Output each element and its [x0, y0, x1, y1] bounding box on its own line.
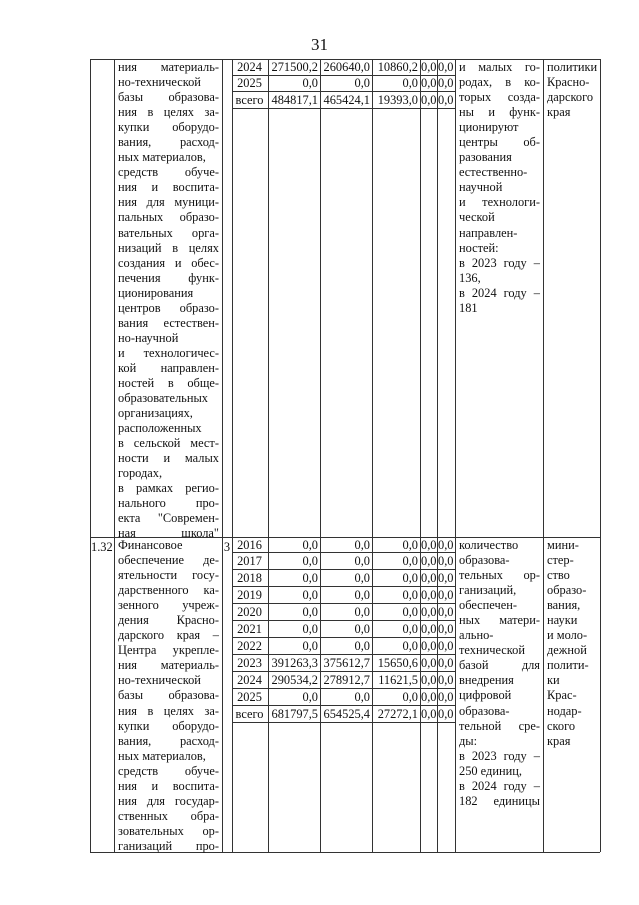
activity-number: 1.32	[91, 540, 113, 554]
amount-regional-cell: 0,0	[354, 570, 370, 585]
activity-executor-line: стер-	[547, 553, 574, 568]
activity-result-line: образова-	[459, 703, 510, 718]
table-rule	[90, 59, 91, 852]
activity-description-line: но-технической	[118, 673, 201, 688]
activity-description-line: ния материаль-	[118, 658, 219, 673]
amount-regional-cell: 0,0	[354, 638, 370, 653]
year-cell: 2016	[237, 537, 262, 552]
year-cell: 2023	[237, 655, 262, 670]
amount-other-cell: 0,0	[438, 604, 454, 619]
activity-executor-line: дежной	[547, 643, 587, 658]
amount-other-cell: 0,0	[438, 570, 454, 585]
activity-description-line: дарственного ка-	[118, 583, 219, 598]
amount-federal-cell: 0,0	[421, 672, 437, 687]
amount-federal-cell: 0,0	[421, 655, 437, 670]
activity-executor-line: образо-	[547, 583, 587, 598]
activity-result-line: обеспечен-	[459, 598, 517, 613]
amount-other-cell: 0,0	[438, 655, 454, 670]
activity-executor-line: края	[547, 733, 571, 748]
activity-stage: 3	[223, 540, 231, 554]
amount-regional-cell: 278912,7	[323, 672, 370, 687]
activity-result	[459, 538, 540, 809]
amount-total-cell: 0,0	[302, 76, 318, 90]
activity-description-line: ния для государ-	[118, 793, 219, 808]
activity-result-line: ды:	[459, 733, 478, 748]
amount-total-cell: 391263,3	[271, 655, 318, 670]
amount-total-cell: 271500,2	[271, 60, 318, 74]
activity-description-line: в сельской мест-	[118, 436, 219, 451]
activity-description-line: организациях,	[118, 406, 193, 421]
amount-federal-cell: 0,0	[421, 621, 437, 636]
activity-description-line: вания, расход-	[118, 135, 219, 150]
activity-description-line: нального про-	[118, 496, 219, 511]
activity-result	[459, 60, 540, 316]
activity-result-line: разования	[459, 150, 512, 165]
activity-description-line: зенного учреж-	[118, 598, 219, 613]
activity-description-line: вания, расход-	[118, 733, 219, 748]
year-cell: 2025	[237, 689, 262, 704]
activity-description-line: городах,	[118, 466, 163, 481]
amount-federal-cell: 0,0	[421, 553, 437, 568]
amount-other-cell: 0,0	[438, 92, 454, 107]
activity-result-line: цифровой	[459, 688, 512, 703]
activity-description-line: центров образо-	[118, 300, 219, 315]
amount-total-cell: 0,0	[302, 553, 318, 568]
activity-description-line: расположенных	[118, 421, 202, 436]
activity-description-line: базы образова-	[118, 688, 219, 703]
activity-result-line: и технологи-	[459, 195, 540, 210]
activity-result-line: ческой	[459, 210, 495, 225]
amount-total-cell: 484817,1	[271, 92, 318, 107]
activity-result-line: в 2023 году –	[459, 748, 540, 763]
activity-description-line: ных материалов,	[118, 150, 206, 165]
activity-description-line: ственных обра-	[118, 808, 219, 823]
activity-executor	[547, 60, 597, 120]
activity-description-line: низаций в целях	[118, 240, 219, 255]
amount-total-cell: 0,0	[302, 587, 318, 602]
year-cell: 2020	[237, 604, 262, 619]
activity-executor-line: ство	[547, 568, 570, 583]
year-cell: 2017	[237, 553, 262, 568]
table-rule	[437, 59, 438, 852]
amount-local-cell: 0,0	[402, 76, 418, 90]
amount-local-cell: 0,0	[402, 553, 418, 568]
table-rule	[114, 59, 115, 852]
activity-description-line: пальных образо-	[118, 210, 219, 225]
amount-regional-cell: 0,0	[354, 76, 370, 90]
table-rule	[320, 59, 321, 852]
amount-regional-cell: 465424,1	[323, 92, 370, 107]
amount-total-cell: 0,0	[302, 621, 318, 636]
activity-executor-line: полити-	[547, 658, 589, 673]
activity-result-line: научной	[459, 180, 503, 195]
activity-description-line: зовательных ор-	[118, 823, 219, 838]
amount-regional-cell: 0,0	[354, 587, 370, 602]
table-rule	[222, 59, 223, 852]
activity-executor-line: края	[547, 105, 571, 120]
activity-executor-line: и моло-	[547, 628, 588, 643]
activity-result-line: внедрения	[459, 673, 514, 688]
activity-description-line: и технологичес-	[118, 345, 219, 360]
amount-total-cell: 0,0	[302, 570, 318, 585]
activity-description-line: Финансовое	[118, 538, 183, 552]
activity-result-line: технической	[459, 643, 525, 658]
amount-total-cell: 681797,5	[271, 706, 318, 721]
activity-result-line: 136,	[459, 270, 481, 285]
activity-description-line: обеспечение де-	[118, 553, 219, 568]
activity-description-line: ционирования	[118, 285, 194, 300]
activity-description-line: купки оборудо-	[118, 120, 219, 135]
amount-local-cell: 27272,1	[377, 706, 418, 721]
amount-local-cell: 11621,5	[378, 672, 418, 687]
page-number: 31	[311, 35, 328, 54]
activity-result-line: образова-	[459, 553, 510, 568]
activity-description-line: ности и малых	[118, 451, 219, 466]
table-rule	[232, 722, 455, 723]
amount-regional-cell: 260640,0	[323, 60, 370, 74]
activity-description-line: ганизаций про-	[118, 838, 219, 853]
amount-other-cell: 0,0	[438, 672, 454, 687]
activity-description-line: ностей в обще-	[118, 375, 219, 390]
activity-executor-line: ки	[547, 673, 560, 688]
amount-regional-cell: 375612,7	[323, 655, 370, 670]
amount-regional-cell: 0,0	[354, 604, 370, 619]
activity-executor-line: Красно-	[547, 75, 590, 90]
activity-description-line: Центра укрепле-	[118, 643, 219, 658]
activity-executor-line: нодар-	[547, 703, 582, 718]
amount-local-cell: 0,0	[402, 587, 418, 602]
activity-description-line: ятельности госу-	[118, 568, 219, 583]
activity-description-line: ния для муници-	[118, 195, 219, 210]
year-cell: 2024	[237, 672, 262, 687]
activity-description-line: ных материалов,	[118, 748, 206, 763]
activity-executor-line: мини-	[547, 538, 579, 552]
activity-executor-line: вания,	[547, 598, 581, 613]
amount-local-cell: 10860,2	[377, 60, 418, 74]
amount-regional-cell: 654525,4	[323, 706, 370, 721]
year-cell: 2022	[237, 638, 262, 653]
amount-total-cell: 0,0	[302, 638, 318, 653]
amount-total-cell: 290534,2	[271, 672, 318, 687]
activity-result-line: ально-	[459, 628, 494, 643]
activity-result-line: ганизаций,	[459, 583, 517, 598]
activity-result-line: 181	[459, 300, 478, 315]
amount-total-cell: 0,0	[302, 604, 318, 619]
amount-federal-cell: 0,0	[421, 604, 437, 619]
activity-result-line: и малых го-	[459, 60, 540, 74]
activity-result-line: ны и функ-	[459, 105, 540, 120]
amount-federal-cell: 0,0	[421, 706, 437, 721]
activity-executor	[547, 538, 597, 749]
activity-description-line: ния и воспита-	[118, 778, 219, 793]
amount-other-cell: 0,0	[438, 537, 454, 552]
activity-executor-line: дарского	[547, 90, 594, 105]
year-cell: 2021	[237, 621, 262, 636]
activity-description-line: но-технической	[118, 75, 201, 90]
activity-description-line: ния материаль-	[118, 60, 219, 74]
activity-result-line: тельных ор-	[459, 568, 540, 583]
table-rule	[232, 59, 233, 852]
amount-other-cell: 0,0	[438, 60, 454, 74]
activity-result-line: 182 единицы	[459, 793, 540, 808]
activity-result-line: торых созда-	[459, 90, 540, 105]
year-cell: 2019	[237, 587, 262, 602]
amount-other-cell: 0,0	[438, 587, 454, 602]
amount-federal-cell: 0,0	[421, 638, 437, 653]
table-rule	[600, 59, 601, 852]
amount-other-cell: 0,0	[438, 689, 454, 704]
activity-description-line: купки оборудо-	[118, 718, 219, 733]
year-cell: 2018	[237, 570, 262, 585]
activity-result-line: ных матери-	[459, 613, 540, 628]
activity-description-line: средств обуче-	[118, 763, 219, 778]
activity-result-line: центры об-	[459, 135, 540, 150]
year-cell: 2024	[237, 60, 262, 74]
amount-local-cell: 0,0	[402, 689, 418, 704]
activity-result-line: в 2023 году –	[459, 255, 540, 270]
activity-result-line: в 2024 году –	[459, 778, 540, 793]
activity-executor-line: науки	[547, 613, 578, 628]
activity-description-line: но-научной	[118, 330, 179, 345]
table-rule	[543, 59, 544, 852]
amount-total-cell: 0,0	[302, 689, 318, 704]
year-cell: 2025	[237, 76, 262, 90]
activity-description-line: вания естествен-	[118, 315, 219, 330]
activity-description-line: ная школа"	[118, 526, 219, 541]
activity-result-line: ционируют	[459, 120, 519, 135]
activity-description	[118, 538, 219, 854]
amount-regional-cell: 0,0	[354, 537, 370, 552]
activity-result-line: естественно-	[459, 165, 528, 180]
year-cell: всего	[235, 92, 264, 107]
amount-federal-cell: 0,0	[421, 570, 437, 585]
activity-result-line: направлен-	[459, 225, 518, 240]
activity-description-line: базы образова-	[118, 90, 219, 105]
activity-description-line: ния в целях за-	[118, 105, 219, 120]
amount-other-cell: 0,0	[438, 706, 454, 721]
amount-local-cell: 0,0	[402, 621, 418, 636]
table-rule	[455, 59, 456, 852]
table-rule	[372, 59, 373, 852]
amount-other-cell: 0,0	[438, 638, 454, 653]
activity-result-line: количество	[459, 538, 519, 552]
amount-other-cell: 0,0	[438, 76, 454, 90]
amount-federal-cell: 0,0	[421, 537, 437, 552]
activity-result-line: в 2024 году –	[459, 285, 540, 300]
amount-local-cell: 0,0	[402, 638, 418, 653]
activity-executor-line: ского	[547, 718, 576, 733]
activity-result-line: базой для	[459, 658, 540, 673]
activity-description-line: дарского края –	[118, 628, 219, 643]
activity-executor-line: политики	[547, 60, 598, 74]
activity-result-line: 250 единиц,	[459, 763, 522, 778]
table-rule	[232, 108, 455, 109]
amount-federal-cell: 0,0	[421, 92, 437, 107]
year-cell: всего	[235, 706, 264, 721]
amount-other-cell: 0,0	[438, 553, 454, 568]
activity-description-line: образовательных	[118, 391, 208, 406]
amount-total-cell: 0,0	[302, 537, 318, 552]
amount-local-cell: 0,0	[402, 537, 418, 552]
amount-local-cell: 0,0	[402, 570, 418, 585]
activity-description-line: ния в целях за-	[118, 703, 219, 718]
amount-regional-cell: 0,0	[354, 553, 370, 568]
amount-regional-cell: 0,0	[354, 689, 370, 704]
activity-description-line: в рамках регио-	[118, 481, 219, 496]
activity-description-line: кой направлен-	[118, 360, 219, 375]
activity-result-line: родах, в ко-	[459, 75, 540, 90]
activity-executor-line: Крас-	[547, 688, 577, 703]
activity-description-line: вательных орга-	[118, 225, 219, 240]
amount-local-cell: 19393,0	[377, 92, 418, 107]
activity-description-line: екта "Современ-	[118, 511, 219, 526]
amount-regional-cell: 0,0	[354, 621, 370, 636]
amount-federal-cell: 0,0	[421, 689, 437, 704]
table-rule	[268, 59, 269, 852]
activity-description-line: ния и воспита-	[118, 180, 219, 195]
amount-federal-cell: 0,0	[421, 587, 437, 602]
activity-result-line: ностей:	[459, 240, 499, 255]
activity-description-line: дения Красно-	[118, 613, 219, 628]
activity-description-line: создания и обес-	[118, 255, 219, 270]
activity-description	[118, 60, 219, 542]
amount-local-cell: 15650,6	[377, 655, 418, 670]
activity-result-line: тельной сре-	[459, 718, 540, 733]
activity-description-line: печения функ-	[118, 270, 219, 285]
amount-other-cell: 0,0	[438, 621, 454, 636]
amount-local-cell: 0,0	[402, 604, 418, 619]
activity-description-line: средств обуче-	[118, 165, 219, 180]
amount-federal-cell: 0,0	[421, 60, 437, 74]
amount-federal-cell: 0,0	[421, 76, 437, 90]
table-rule	[420, 59, 421, 852]
